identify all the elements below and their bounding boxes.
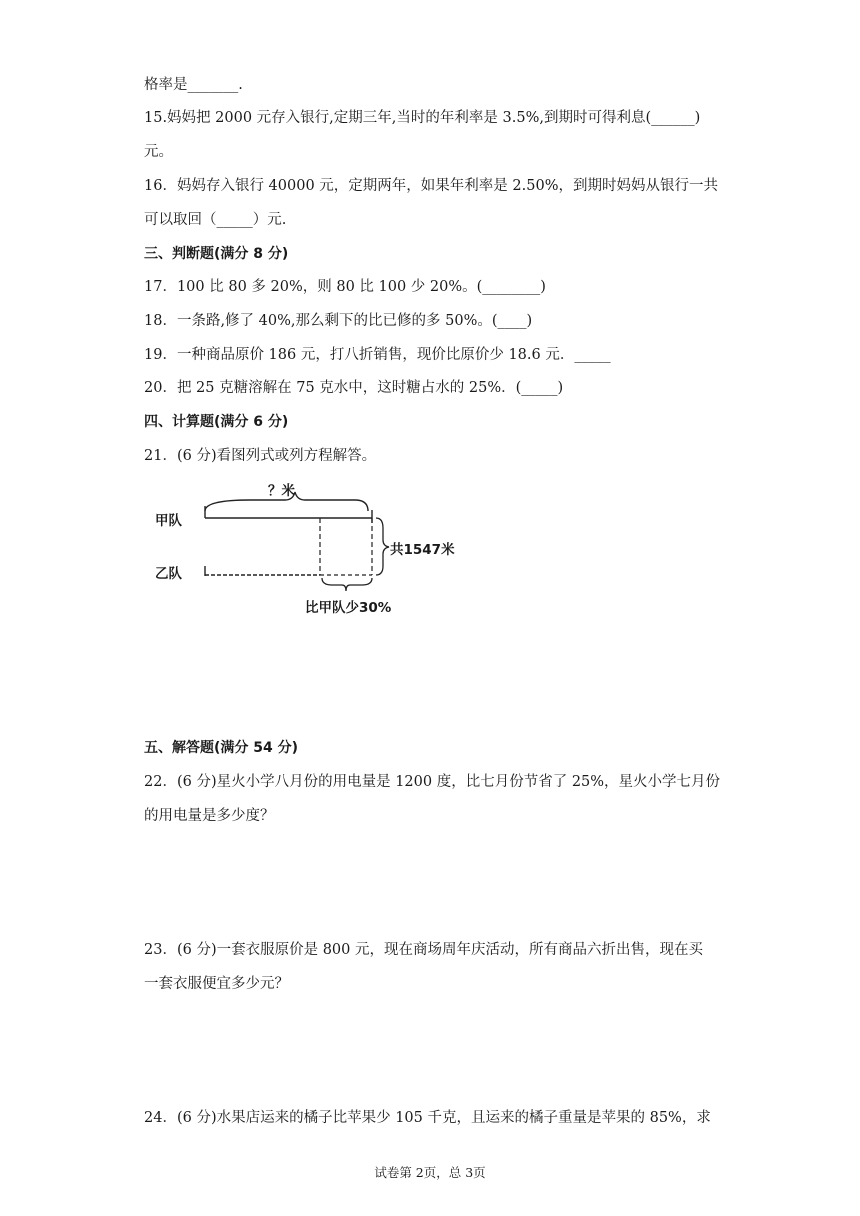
- team-b-label: 乙队: [155, 566, 182, 582]
- question-16: 16．妈妈存入银行 40000 元，定期两年，如果年利率是 2.50%，到期时妈妈从银行一共: [144, 178, 718, 194]
- question-22-cont: 的用电量是多少度？: [144, 808, 275, 824]
- question-22: 22．(6 分)星火小学八月份的用电量是 1200 度，比七月份节省了 25%，星火小学七月份: [144, 774, 721, 790]
- team-a-label: 甲队: [155, 513, 182, 529]
- difference-label: 比甲队少30%: [305, 600, 392, 616]
- section-5-heading: 五、解答题(满分 54 分): [144, 740, 299, 756]
- question-20: 20．把 25 克糖溶解在 75 克水中，这时糖占水的 25%．(_____): [144, 380, 564, 396]
- question-17: 17．100 比 80 多 20%，则 80 比 100 少 20%。(________): [144, 279, 546, 295]
- question-21: 21．(6 分)看图列式或列方程解答。: [144, 448, 377, 464]
- section-3-heading: 三、判断题(满分 8 分): [144, 246, 289, 262]
- question-23: 23．(6 分)一套衣服原价是 800 元，现在商场周年庆活动，所有商品六折出售，现在买: [144, 942, 703, 958]
- question-24: 24．(6 分)水果店运来的橘子比苹果少 105 千克，且运来的橘子重量是苹果的 85%，求: [144, 1110, 711, 1126]
- question-16-cont: 可以取回（_____）元.: [144, 212, 287, 228]
- section-4-heading: 四、计算题(满分 6 分): [144, 414, 289, 430]
- text-line: 格率是_______.: [144, 77, 243, 93]
- unknown-length-label: ？米: [268, 483, 295, 499]
- question-19: 19．一种商品原价 186 元，打八折销售，现价比原价少 18.6 元．_____: [144, 347, 611, 363]
- question-15: 15.妈妈把 2000 元存入银行,定期三年,当时的年利率是 3.5%,到期时可得利息(______): [144, 110, 701, 126]
- total-length-label: 共1547米: [390, 542, 455, 558]
- question-15-cont: 元。: [144, 144, 173, 160]
- question-18: 18．一条路,修了 40%,那么剩下的比已修的多 50%。(____): [144, 313, 533, 329]
- page-footer: 试卷第 2页，总 3页: [374, 1165, 486, 1180]
- line-segment-diagram: [150, 478, 470, 618]
- question-23-cont: 一套衣服便宜多少元？: [144, 976, 289, 992]
